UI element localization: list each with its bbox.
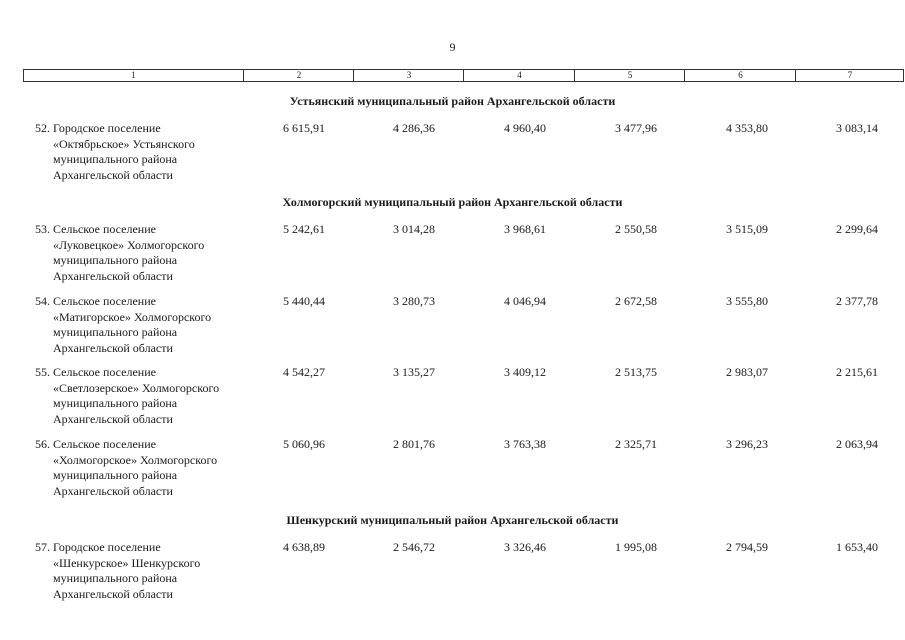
row-name-line: Городское поселение (53, 540, 161, 554)
row-name-line: Архангельской области (53, 586, 173, 601)
row-name (53, 540, 263, 602)
row-name-line: «Октябрьское» Устьянского (53, 136, 195, 151)
row-name-line: Сельское поселение (53, 437, 156, 451)
row-number: 56. (35, 437, 50, 451)
row-number: 52. (35, 121, 50, 135)
row-number: 57. (35, 540, 50, 554)
column-header-1: 1 (131, 70, 136, 80)
cell-col4: 3 968,61 (504, 222, 546, 236)
cell-col7: 1 653,40 (836, 540, 878, 554)
column-header-6: 6 (684, 70, 796, 81)
cell-col7: 2 215,61 (836, 365, 878, 379)
cell-col2: 6 615,91 (283, 121, 325, 135)
column-header-5: 5 (574, 70, 685, 81)
row-name (53, 294, 263, 356)
cell-col3: 4 286,36 (393, 121, 435, 135)
section-title: Холмогорский муниципальный район Архангельской области (282, 195, 623, 209)
row-name-line: муниципального района (53, 325, 178, 339)
row-name-line: Архангельской области (53, 268, 173, 283)
cell-col5: 2 513,75 (615, 365, 657, 379)
row-name-line: муниципального района (53, 152, 178, 166)
row-name-line: муниципального района (53, 253, 178, 267)
cell-col5: 3 477,96 (615, 121, 657, 135)
cell-col2: 4 542,27 (283, 365, 325, 379)
cell-col5: 2 325,71 (615, 437, 657, 451)
cell-col6: 3 515,09 (726, 222, 768, 236)
column-header-4: 4 (463, 70, 575, 81)
row-number: 55. (35, 365, 50, 379)
cell-col2: 5 242,61 (283, 222, 325, 236)
row-name (53, 437, 263, 499)
cell-col2: 5 060,96 (283, 437, 325, 451)
cell-col4: 4 960,40 (504, 121, 546, 135)
cell-col3: 2 546,72 (393, 540, 435, 554)
cell-col7: 2 063,94 (836, 437, 878, 451)
row-name (53, 222, 263, 284)
cell-col3: 3 280,73 (393, 294, 435, 308)
column-header-2: 2 (243, 70, 354, 81)
row-name-line: «Матигорское» Холмогорского (53, 309, 212, 324)
row-name-line: «Светлозерское» Холмогорского (53, 380, 220, 395)
row-name-line: Архангельской области (53, 411, 173, 426)
cell-col3: 3 135,27 (393, 365, 435, 379)
cell-col6: 3 296,23 (726, 437, 768, 451)
cell-col6: 2 983,07 (726, 365, 768, 379)
row-name-line: Сельское поселение (53, 222, 156, 236)
row-name-line: Сельское поселение (53, 365, 156, 379)
cell-col5: 2 550,58 (615, 222, 657, 236)
row-name-line: муниципального района (53, 468, 178, 482)
row-name (53, 365, 263, 427)
cell-col2: 4 638,89 (283, 540, 325, 554)
column-header-3: 3 (353, 70, 464, 81)
cell-col4: 3 763,38 (504, 437, 546, 451)
cell-col6: 2 794,59 (726, 540, 768, 554)
cell-col5: 2 672,58 (615, 294, 657, 308)
cell-col3: 3 014,28 (393, 222, 435, 236)
cell-col6: 4 353,80 (726, 121, 768, 135)
row-name-line: «Шенкурское» Шенкурского (53, 555, 201, 570)
row-name-line: «Холмогорское» Холмогорского (53, 452, 218, 467)
cell-col5: 1 995,08 (615, 540, 657, 554)
row-name-line: «Луковецкое» Холмогорского (53, 237, 205, 252)
row-name-line: Сельское поселение (53, 294, 156, 308)
cell-col2: 5 440,44 (283, 294, 325, 308)
cell-col7: 2 377,78 (836, 294, 878, 308)
row-name (53, 121, 263, 183)
row-number: 53. (35, 222, 50, 236)
cell-col4: 4 046,94 (504, 294, 546, 308)
page-number: 9 (449, 40, 456, 54)
row-name-line: Архангельской области (53, 483, 173, 498)
column-header-7: 7 (795, 70, 904, 81)
row-number: 54. (35, 294, 50, 308)
row-name-line: Архангельской области (53, 340, 173, 355)
row-name-line: муниципального района (53, 396, 178, 410)
cell-col3: 2 801,76 (393, 437, 435, 451)
cell-col4: 3 409,12 (504, 365, 546, 379)
row-name-line: Архангельской области (53, 167, 173, 182)
row-name-line: Городское поселение (53, 121, 161, 135)
section-title: Устьянский муниципальный район Архангельской области (289, 94, 616, 108)
cell-col4: 3 326,46 (504, 540, 546, 554)
section-title: Шенкурский муниципальный район Архангельской области (286, 513, 619, 527)
cell-col6: 3 555,80 (726, 294, 768, 308)
cell-col7: 3 083,14 (836, 121, 878, 135)
table-header-row (23, 69, 904, 82)
cell-col7: 2 299,64 (836, 222, 878, 236)
row-name-line: муниципального района (53, 571, 178, 585)
